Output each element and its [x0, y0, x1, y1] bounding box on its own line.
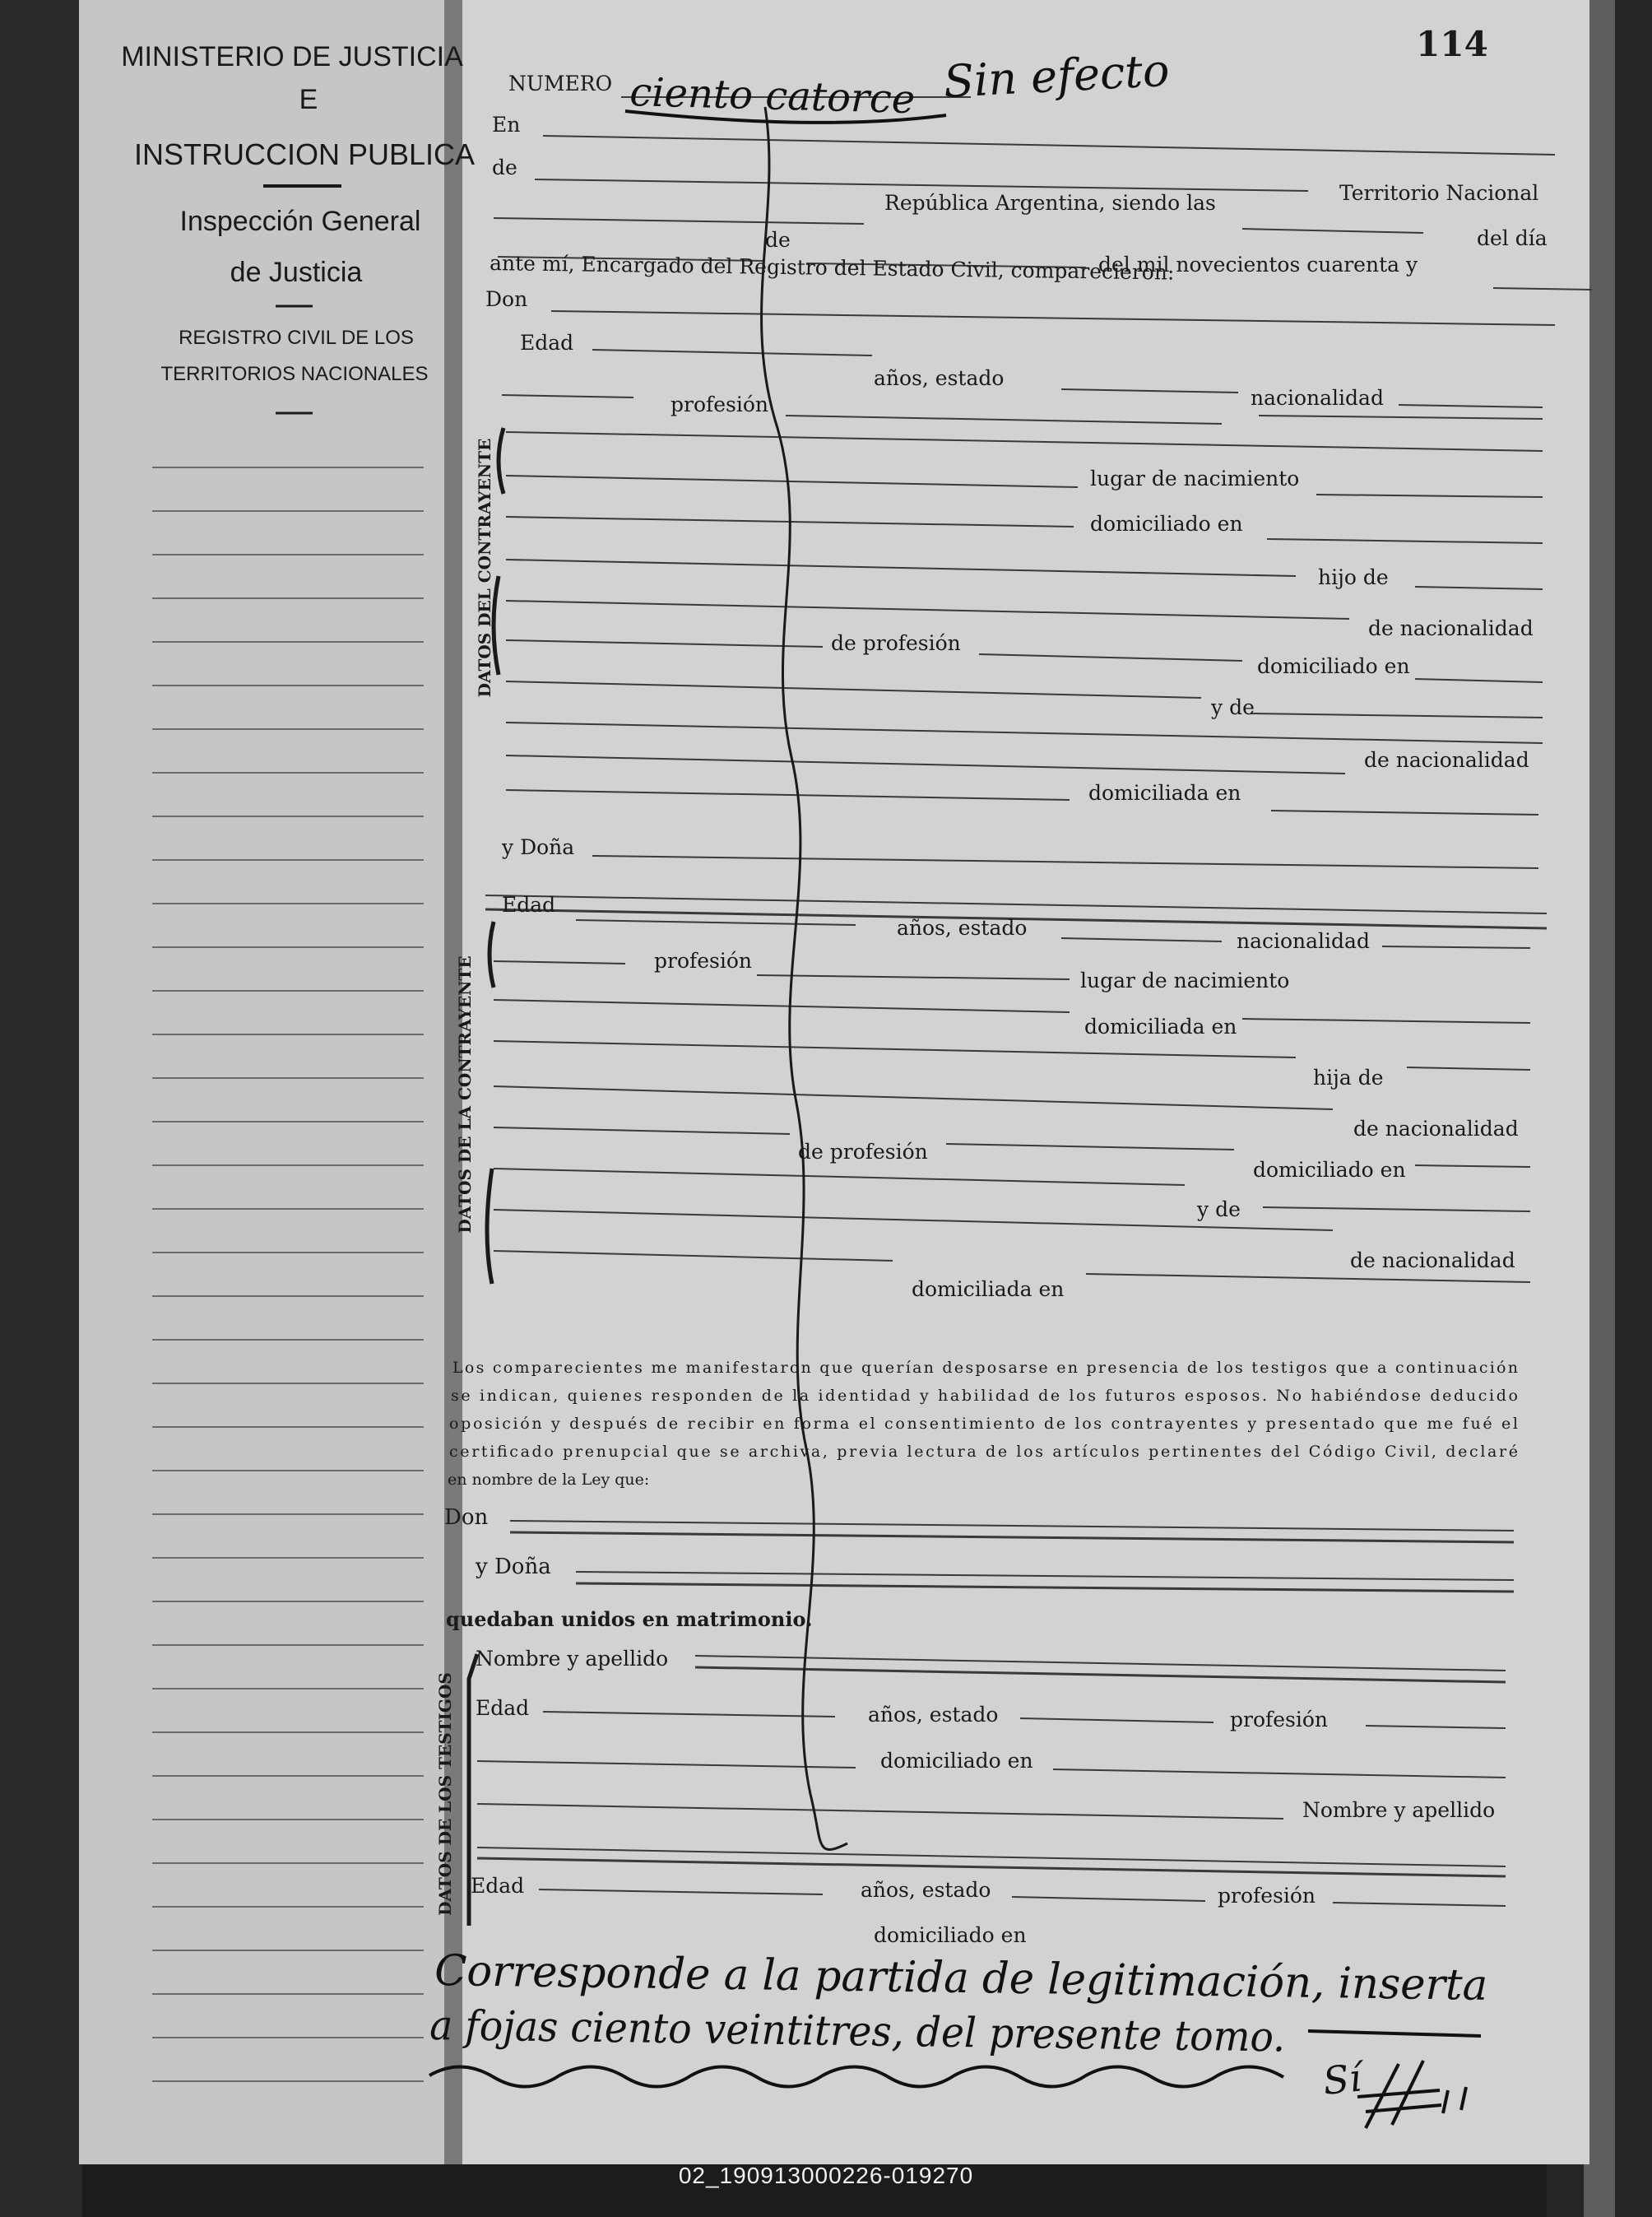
contrayenta-domiciliado-label: domiciliado en	[1253, 1158, 1406, 1182]
left-book-edge	[0, 0, 82, 2217]
contrayente-profesion-label: profesión	[671, 393, 769, 416]
contrayente-lugar-label: lugar de nacimiento	[1090, 467, 1300, 490]
contrayente-de-nacionalidad-label: de nacionalidad	[1368, 616, 1534, 640]
declaration-line1: Los comparecientes me manifestaron que querían desposarse en presencia de los testigos que a continuación	[452, 1359, 1518, 1377]
declaration-line4: certificado prenupcial que se archiva, previa lectura de los artículos pertinentes del Código Civil, declaré	[449, 1443, 1519, 1461]
de-label: de	[492, 156, 517, 179]
don-label: Don	[485, 287, 528, 311]
sin-efecto-scribble: Sin efecto	[942, 44, 1171, 108]
contrayente-domiciliada-label: domiciliada en	[1088, 781, 1241, 805]
contrayenta-domiciliada-label: domiciliada en	[1084, 1015, 1237, 1039]
testigos-nombre2-label: Nombre y apellido	[1302, 1798, 1496, 1822]
contrayente-edad-label: Edad	[520, 331, 574, 355]
del-dia-label: del día	[1477, 226, 1548, 250]
contrayenta-profesion-label: profesión	[654, 949, 753, 973]
page	[462, 0, 1589, 2164]
contrayenta-y-dona-label: y Doña	[502, 835, 575, 859]
declaration-line3: oposición y después de recibir en forma el consentimiento de los contrayentes y presentado que me fué el	[449, 1415, 1518, 1433]
image-caption: 02_190913000226-019270	[678, 2163, 974, 2188]
contrayente-nacionalidad-label: nacionalidad	[1251, 386, 1384, 410]
annotation-line1: Corresponde a la partida de legitimación, inserta	[434, 1946, 1505, 2011]
contrayente-domiciliado2-label: domiciliado en	[1257, 654, 1410, 678]
contrayente-de-profesion-label: de profesión	[831, 631, 961, 655]
numero-handwritten-value: ciento catorce	[629, 69, 916, 123]
contrayenta-hija-de-label: hija de	[1313, 1066, 1384, 1090]
left-margin-strip	[79, 0, 457, 2164]
testigos-domiciliado-label: domiciliado en	[880, 1749, 1033, 1773]
republica-label: República Argentina, siendo las	[884, 191, 1216, 215]
testigos-anos-estado2-label: años, estado	[861, 1878, 991, 1902]
contrayente-side-label: DATOS DEL CONTRAYENTE	[475, 438, 494, 698]
annotation-line2: a fojas ciento veintitres, del presente tomo.	[429, 2001, 1336, 2062]
testigos-edad-label: Edad	[476, 1696, 530, 1720]
ante-mi-label: ante mí, Encargado del Registro del Estado Civil, comparecieron:	[489, 251, 1175, 285]
testigos-side-label: DATOS DE LOS TESTIGOS	[435, 1672, 455, 1916]
contrayenta-de-nacionalidad2-label: de nacionalidad	[1350, 1248, 1515, 1272]
testigos-domiciliado2-label: domiciliado en	[874, 1923, 1027, 1947]
en-label: En	[492, 113, 521, 137]
inspection-line1: Inspección General	[179, 206, 421, 237]
registry-line1: REGISTRO CIVIL DE LOS	[179, 327, 414, 349]
contrayente-domiciliado-label: domiciliado en	[1090, 512, 1243, 536]
de2-label: de	[765, 228, 791, 252]
testigos-edad2-label: Edad	[471, 1874, 525, 1898]
declaration-unidos-label: quedaban unidos en matrimonio.	[446, 1607, 813, 1631]
contrayenta-de-nacionalidad-label: de nacionalidad	[1353, 1117, 1519, 1141]
declaration-y-dona-label: y Doña	[476, 1555, 551, 1579]
contrayenta-y-de-label: y de	[1197, 1197, 1241, 1221]
annotation-initials: Sí	[1320, 2055, 1364, 2103]
contrayenta-nacionalidad-label: nacionalidad	[1237, 929, 1370, 953]
contrayente-hijo-de-label: hijo de	[1318, 565, 1389, 589]
declaration-line5: en nombre de la Ley que:	[448, 1471, 650, 1489]
contrayenta-anos-estado-label: años, estado	[897, 916, 1028, 940]
testigos-anos-estado-label: años, estado	[868, 1703, 999, 1727]
declaration-don-label: Don	[444, 1505, 489, 1530]
registry-line2: TERRITORIOS NACIONALES	[160, 363, 429, 385]
contrayenta-domiciliada2-label: domiciliada en	[912, 1277, 1065, 1301]
page-number: 114	[1416, 24, 1488, 64]
declaration-line2: se indican, quienes responden de la identidad y habilidad de los futuros esposos. No habiéndose deducido	[451, 1387, 1518, 1405]
testigos-nombre-label: Nombre y apellido	[476, 1647, 669, 1671]
contrayenta-edad-label: Edad	[502, 893, 556, 917]
contrayente-de-nacionalidad2-label: de nacionalidad	[1364, 748, 1529, 772]
contrayenta-de-profesion-label: de profesión	[798, 1140, 928, 1164]
ministry-line2: E	[299, 84, 318, 115]
contrayenta-side-label: DATOS DE LA CONTRAYENTE	[455, 955, 475, 1234]
territorio-label: Territorio Nacional	[1339, 181, 1539, 205]
ministry-line3: INSTRUCCION PUBLICA	[133, 137, 476, 171]
contrayenta-lugar-label: lugar de nacimiento	[1080, 969, 1290, 992]
mil-label: del mil novecientos cuarenta y	[1098, 253, 1418, 277]
inspection-line2: de Justicia	[230, 257, 363, 288]
testigos-profesion-label: profesión	[1230, 1708, 1329, 1731]
contrayente-anos-estado-label: años, estado	[874, 366, 1005, 390]
numero-label: NUMERO	[508, 72, 613, 95]
contrayente-y-de-label: y de	[1211, 695, 1255, 719]
ministry-line1: MINISTERIO DE JUSTICIA	[121, 41, 463, 72]
testigos-profesion2-label: profesión	[1218, 1884, 1316, 1908]
